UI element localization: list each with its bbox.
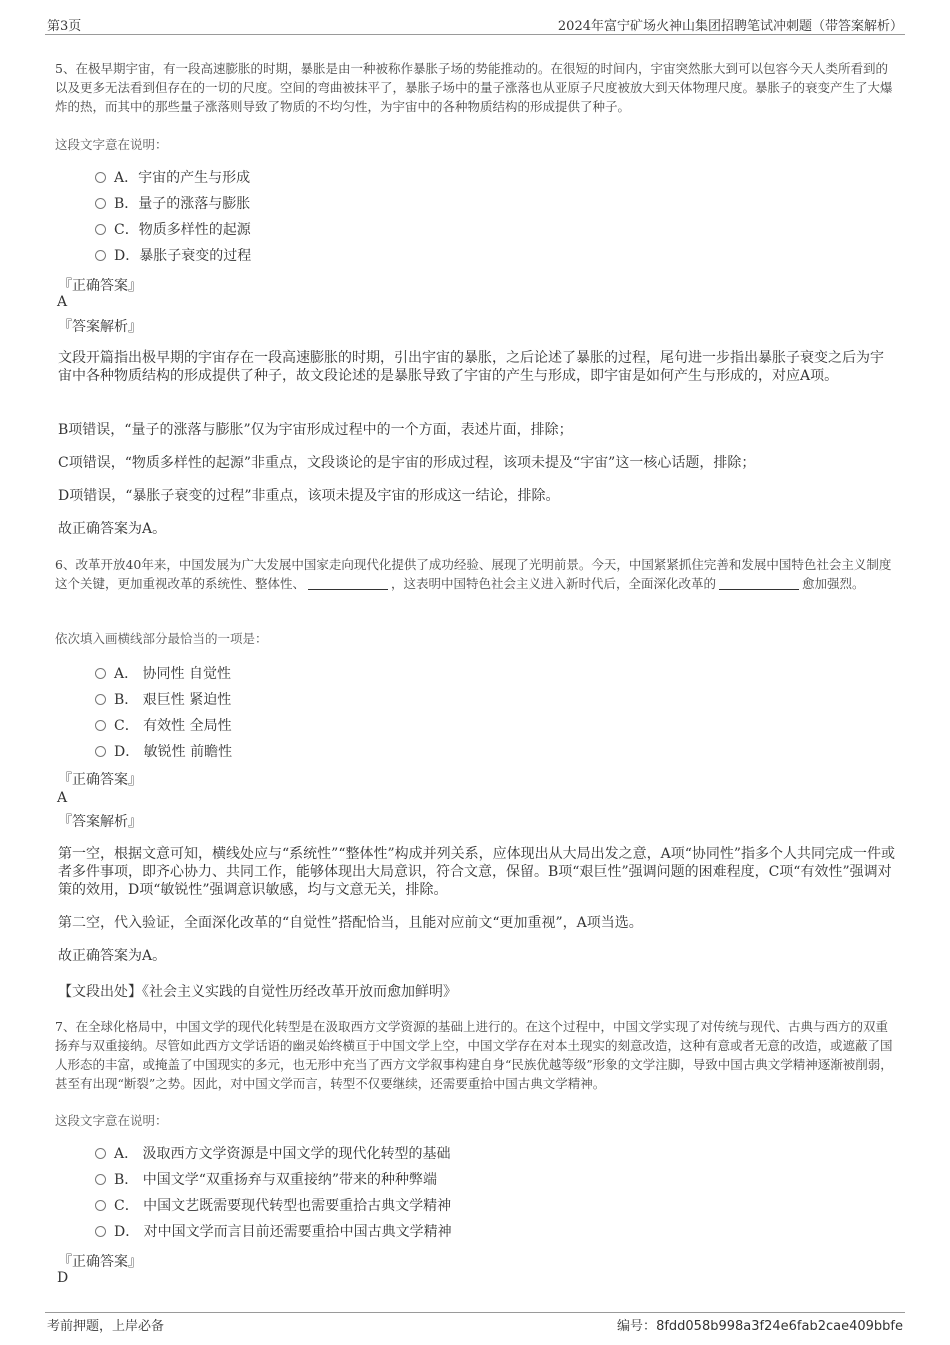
option-c[interactable]: C．物质多样性的起源 (95, 217, 795, 243)
option-b[interactable]: B． 中国文学“双重扬弃与双重接纳”带来的种种弊端 (95, 1167, 795, 1193)
answer-label: 『正确答案』 (58, 278, 142, 294)
radio-icon[interactable] (95, 694, 106, 705)
option-a[interactable]: A．宇宙的产生与形成 (95, 165, 795, 191)
option-c[interactable]: C． 中国文艺既需要现代转型也需要重拾古典文学精神 (95, 1193, 795, 1219)
document-code: 编号：8fdd058b998a3f24e6fab2cae409bbfe (617, 1319, 903, 1334)
page-footer (45, 1312, 905, 1337)
radio-icon[interactable] (95, 250, 106, 261)
analysis-label: 『答案解析』 (58, 814, 142, 830)
analysis-paragraph: 第二空，代入验证，全面深化改革的“自觉性”搭配恰当，且能对应前文“更加重视”，A项当选。 (58, 915, 643, 931)
option-a[interactable]: A． 汲取西方文学资源是中国文学的现代化转型的基础 (95, 1141, 795, 1167)
option-c[interactable]: C． 有效性 全局性 (95, 713, 795, 739)
question-6-text: 6、改革开放40年来，中国发展为广大发展中国家走向现代化提供了成功经验、展现了光明前景。今天，中国紧紧抓住完善和发展中国特色社会主义制度这个关键，更加重视改革的系统性、整体性、 ，这表明中国特色社会主义进入新时代后，全面深化改革的 愈加强烈。 (55, 557, 892, 591)
option-d[interactable]: D． 对中国文学而言目前还需要重拾中国古典文学精神 (95, 1219, 795, 1245)
analysis-conclusion: 故正确答案为A。 (58, 521, 167, 537)
option-b[interactable]: B．量子的涨落与膨胀 (95, 191, 795, 217)
page-number: 第3页 (47, 19, 82, 34)
analysis-label: 『答案解析』 (58, 319, 142, 335)
answer-value: A (57, 790, 68, 806)
radio-icon[interactable] (95, 1200, 106, 1211)
fill-blank-2 (719, 588, 799, 590)
radio-icon[interactable] (95, 720, 106, 731)
radio-icon[interactable] (95, 1174, 106, 1185)
radio-icon[interactable] (95, 1148, 106, 1159)
radio-icon[interactable] (95, 224, 106, 235)
question-5-options (95, 165, 795, 269)
answer-label: 『正确答案』 (58, 772, 142, 788)
radio-icon[interactable] (95, 746, 106, 757)
analysis-conclusion: 故正确答案为A。 (58, 948, 167, 964)
question-7-text: 7、在全球化格局中，中国文学的现代化转型是在汲取西方文学资源的基础上进行的。在这个过程中，中国文学实现了对传统与现代、古典与西方的双重扬弃与双重接纳。尽管如此西方文学话语的幽灵始终横亘于中国文学上空，中国文学存在对本土现实的刻意改造，这种有意或者无意的改造，或遮蔽了国人形态的丰富，或掩盖了中国现实的多元，也无形中充当了西方文学叙事构建自身“民族优越等级”形象的文学注脚，导致中国古典文学精神逐渐被削弱，甚至有出现“断裂”之势。因此，对中国文学而言，转型不仅要继续，还需要重拾中国古典文学精神。 (55, 1019, 893, 1091)
question-5-prompt: 这段文字意在说明： (55, 137, 168, 152)
option-d[interactable]: D．暴胀子衰变的过程 (95, 243, 795, 269)
analysis-paragraph: B项错误，“量子的涨落与膨胀”仅为宇宙形成过程中的一个方面，表述片面，排除； (58, 422, 573, 438)
radio-icon[interactable] (95, 172, 106, 183)
question-6-prompt: 依次填入画横线部分最恰当的一项是： (55, 631, 268, 646)
option-b[interactable]: B． 艰巨性 紧迫性 (95, 687, 795, 713)
analysis-paragraph: D项错误，“暴胀子衰变的过程”非重点，该项未提及宇宙的形成这一结论，排除。 (58, 488, 560, 504)
question-5-text: 5、在极早期宇宙，有一段高速膨胀的时期，暴胀是由一种被称作暴胀子场的势能推动的。在很短的时间内，宇宙突然胀大到可以包容今天人类所看到的以及更多无法看到但存在的一切的尺度。空间的弯曲被抹平了，暴胀子场中的量子涨落也从亚原子尺度被放大到天体物理尺度。暴胀子的衰变产生了大爆炸的热，而其中的那些量子涨落则导致了物质的不均匀性，为宇宙中的各种物质结构的形成提供了种子。 (55, 61, 893, 114)
analysis-paragraph: C项错误，“物质多样性的起源”非重点，文段谈论的是宇宙的形成过程，该项未提及“宇宙”这一核心话题，排除； (58, 455, 756, 471)
answer-value: A (57, 294, 68, 310)
question-6-options (95, 661, 795, 765)
source-citation: 【文段出处】《社会主义实践的自觉性历经改革开放而愈加鲜明》 (58, 984, 457, 1000)
radio-icon[interactable] (95, 198, 106, 209)
footer-slogan: 考前押题，上岸必备 (47, 1319, 165, 1334)
radio-icon[interactable] (95, 1226, 106, 1237)
answer-label: 『正确答案』 (58, 1254, 142, 1270)
option-a[interactable]: A． 协同性 自觉性 (95, 661, 795, 687)
question-7-prompt: 这段文字意在说明： (55, 1113, 168, 1128)
radio-icon[interactable] (95, 668, 106, 679)
option-d[interactable]: D． 敏锐性 前瞻性 (95, 739, 795, 765)
document-title: 2024年富宁矿场火神山集团招聘笔试冲刺题（带答案解析） (557, 19, 903, 34)
analysis-paragraph: 第一空，根据文意可知，横线处应与“系统性”“整体性”构成并列关系，应体现出从大局出发之意，A项“协同性”指多个人共同完成一件或者多件事项，即齐心协力、共同工作，能够体现出大局意识，符合文意，保留。B项“艰巨性”强调问题的困难程度，C项“有效性”强调对策的效用，D项“敏锐性”强调意识敏感，均与文意无关，排除。 (58, 846, 896, 898)
answer-value: D (57, 1270, 69, 1286)
page-header (45, 14, 905, 35)
question-7-options (95, 1141, 795, 1245)
fill-blank-1 (308, 588, 388, 590)
analysis-paragraph: 文段开篇指出极早期的宇宙存在一段高速膨胀的时期，引出宇宙的暴胀，之后论述了暴胀的过程，尾句进一步指出暴胀子衰变之后为宇宙中各种物质结构的形成提供了种子，故文段论述的是暴胀导致了宇宙的产生与形成，即宇宙是如何产生与形成的，对应A项。 (58, 350, 884, 384)
